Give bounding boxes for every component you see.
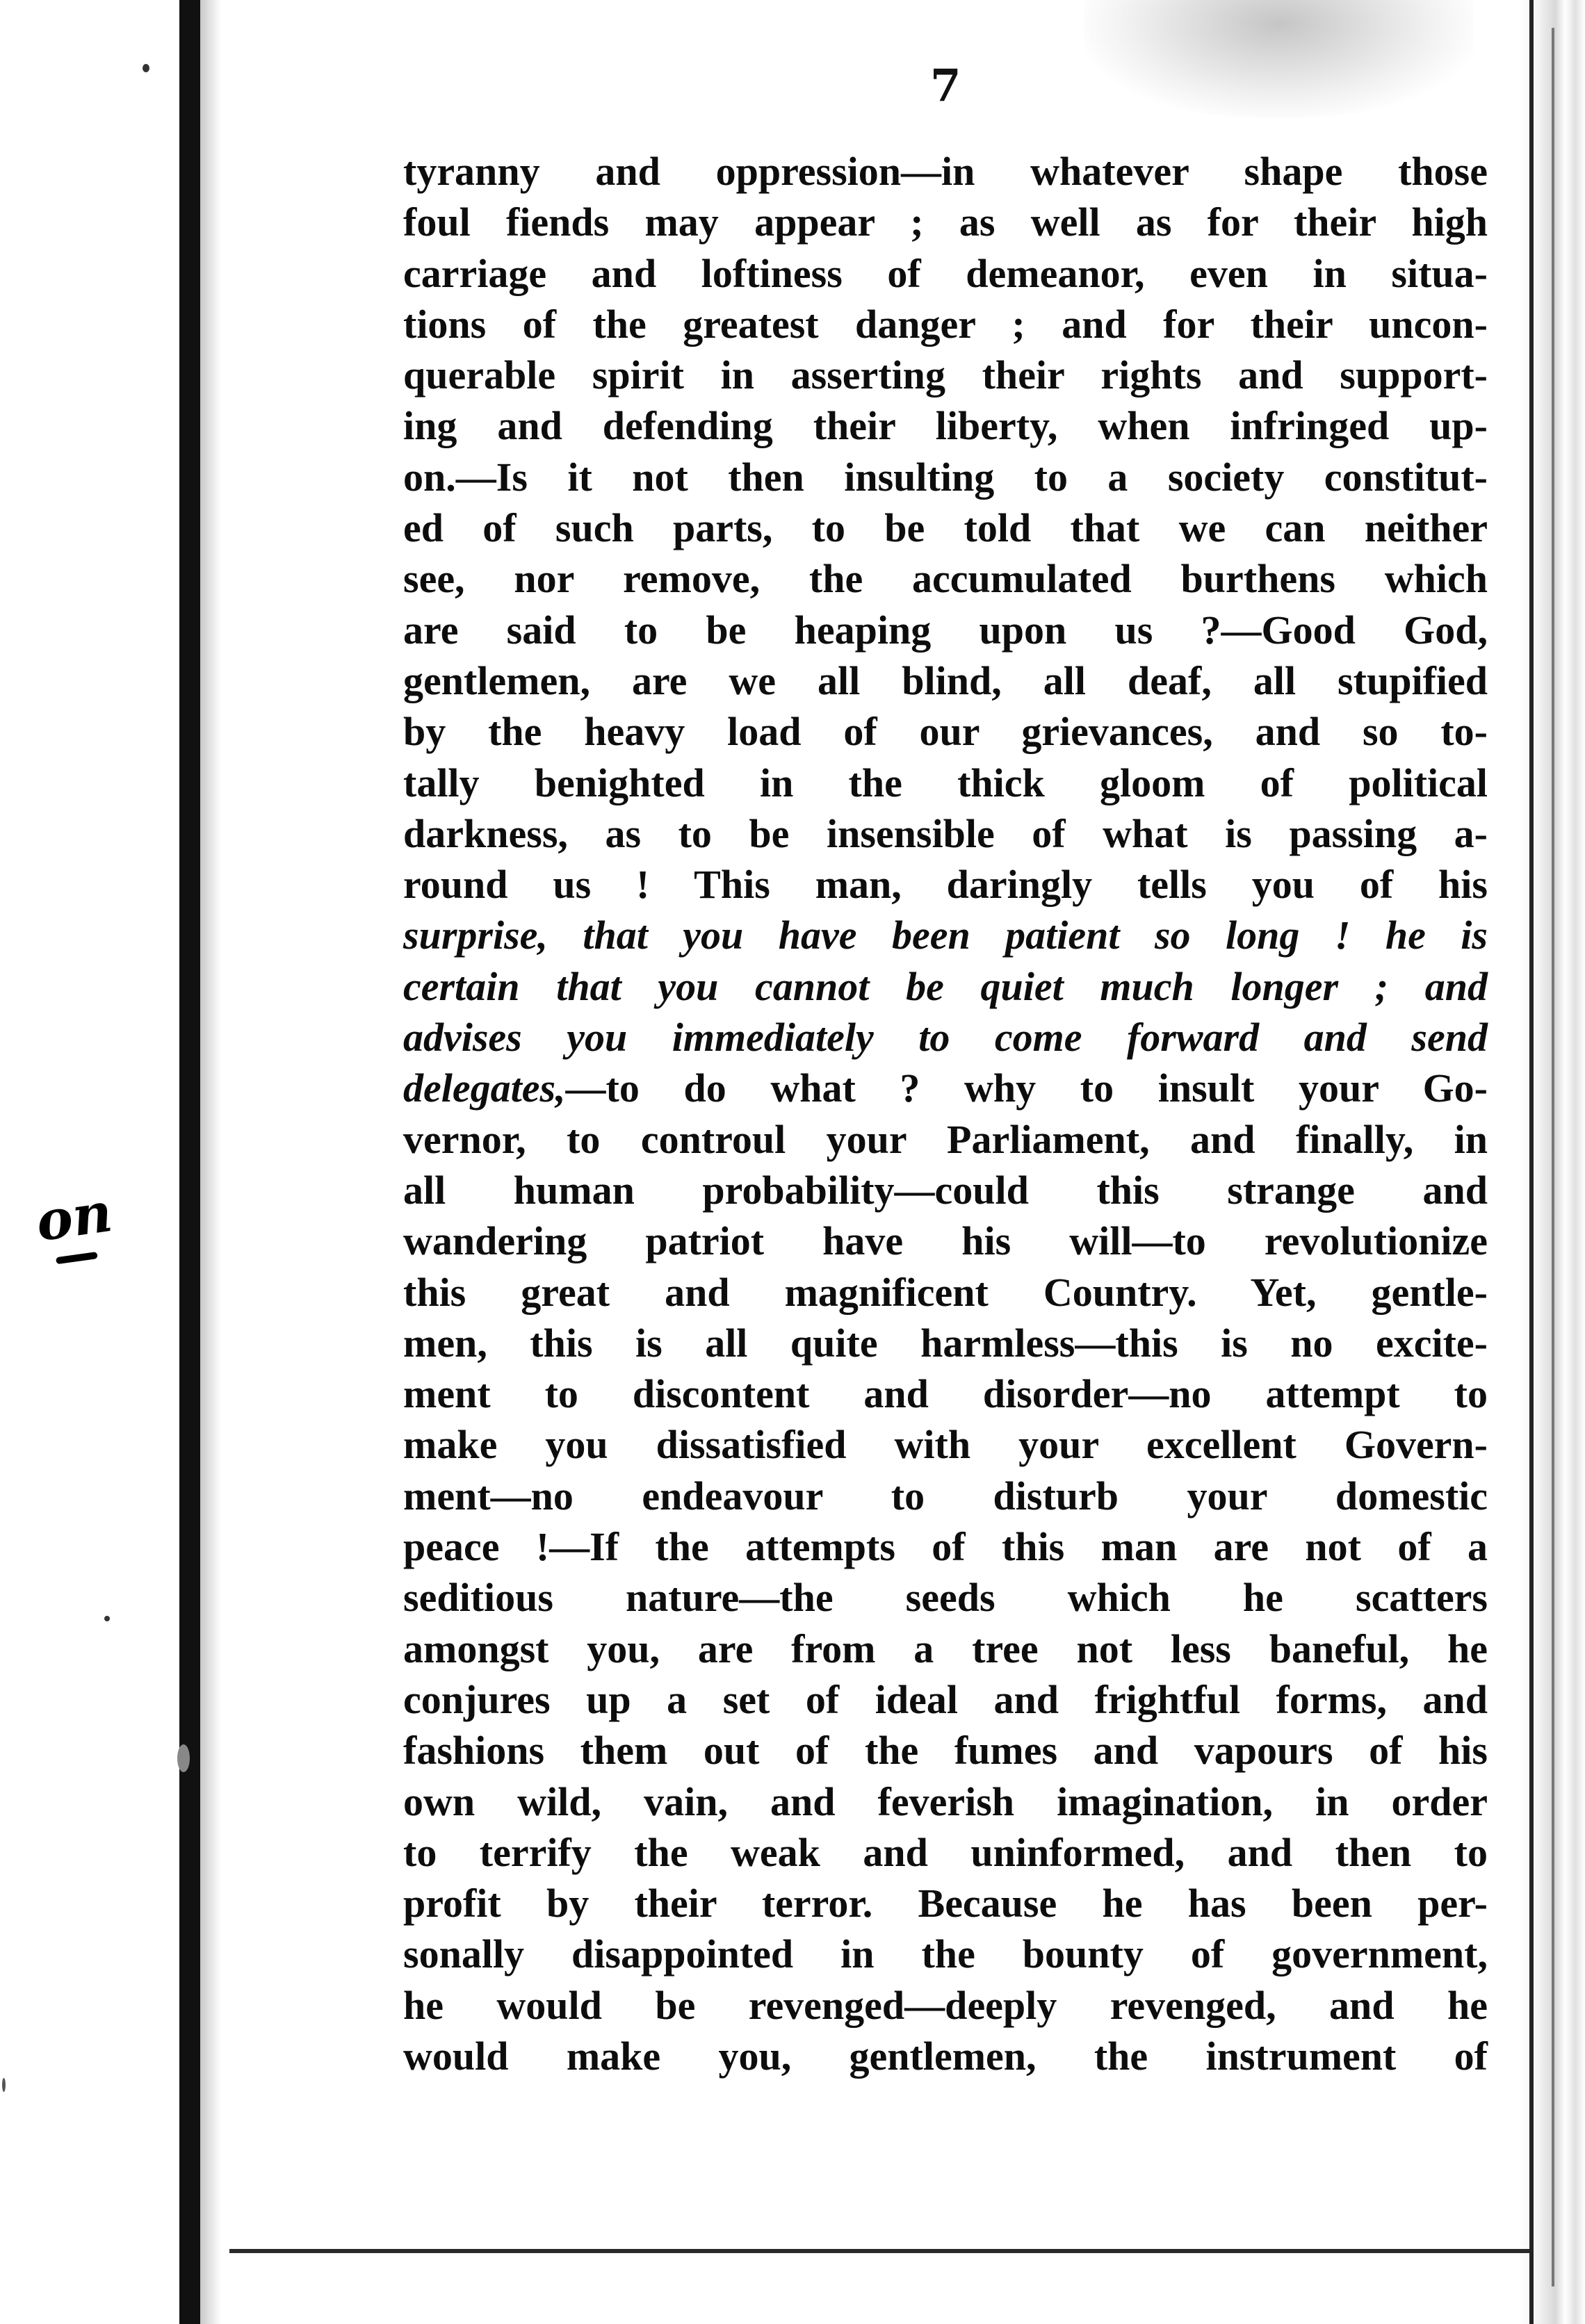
text-line — [403, 961, 1488, 1012]
text-line — [403, 553, 1488, 604]
text-line — [403, 758, 1488, 808]
text-line-roman-part: —to do what ? why to insult your Go- — [565, 1065, 1488, 1111]
page-bottom-border — [229, 2249, 1529, 2253]
text-line-content: amongst you, are from a tree not less baneful, he — [403, 1626, 1488, 1671]
text-line-content: tyranny and oppression—in whatever shape those — [403, 149, 1488, 194]
page-number: 7 — [930, 60, 961, 112]
text-line — [403, 910, 1488, 960]
ink-speck — [2, 2078, 6, 2092]
text-line — [403, 1063, 1488, 1113]
book-gutter — [179, 0, 200, 2324]
text-line — [403, 1165, 1488, 1216]
text-line — [403, 808, 1488, 859]
text-line — [403, 605, 1488, 655]
previous-leaf-margin — [0, 0, 181, 2324]
text-line-content: tions of the greatest danger ; and for their uncon- — [403, 301, 1488, 347]
text-line-content: on.—Is it not then insulting to a society constitut- — [403, 454, 1488, 500]
text-line — [403, 1776, 1488, 1827]
text-line-content: this great and magnificent Country. Yet, gentle- — [403, 1269, 1488, 1315]
text-line — [403, 452, 1488, 502]
text-line-content: round us ! This man, daringly tells you of his — [403, 862, 1488, 908]
text-line — [403, 146, 1488, 197]
text-line — [403, 1114, 1488, 1165]
text-line-italic-part: delegates, — [403, 1065, 566, 1111]
text-line-content: ment—no endeavour to disturb your domestic — [403, 1473, 1488, 1519]
text-line-content: gentlemen, are we all blind, all deaf, all stupified — [403, 657, 1488, 703]
text-line-content: wandering patriot have his will—to revolutionize — [403, 1218, 1488, 1264]
text-line-content: to terrify the weak and uninformed, and then to — [403, 1829, 1488, 1875]
text-line — [403, 1521, 1488, 1572]
text-line — [403, 2031, 1488, 2081]
margin-annotation-text: on — [32, 1180, 116, 1254]
text-line — [403, 1827, 1488, 1878]
text-line-content: sonally disappointed in the bounty of government, — [403, 1931, 1488, 1977]
text-line-content: men, this is all quite harmless—this is no excite- — [403, 1320, 1488, 1366]
text-line — [403, 1929, 1488, 1979]
text-line — [403, 1318, 1488, 1368]
text-line — [403, 400, 1488, 451]
text-line — [403, 1419, 1488, 1470]
text-line-content: fashions them out of the fumes and vapours of his — [403, 1728, 1488, 1774]
text-line-content: are said to be heaping upon us ?—Good God, — [403, 607, 1488, 653]
text-line — [403, 350, 1488, 400]
text-line — [403, 1267, 1488, 1318]
text-line-content: surprise, that you have been patient so long ! he is — [403, 913, 1488, 958]
text-line-content: ing and defending their liberty, when infringed up- — [403, 403, 1488, 449]
text-line-content: all human probability—could this strange and — [403, 1167, 1488, 1213]
text-line-content: peace !—If the attempts of this man are not of a — [403, 1524, 1488, 1570]
text-line — [403, 197, 1488, 247]
text-line-content: advises you immediately to come forward and send — [403, 1015, 1488, 1061]
ink-speck — [143, 64, 149, 72]
text-line — [403, 1725, 1488, 1776]
text-line-content: querable spirit in asserting their rights and support- — [403, 352, 1488, 398]
text-line — [403, 655, 1488, 706]
margin-annotation — [33, 1181, 147, 1279]
page-edge-line — [1529, 0, 1534, 2324]
gutter-shadow — [200, 0, 221, 2324]
text-line-content: he would be revenged—deeply revenged, and he — [403, 1982, 1488, 2028]
text-line — [403, 248, 1488, 299]
text-line — [403, 1368, 1488, 1419]
text-line — [403, 1572, 1488, 1623]
text-line — [403, 1674, 1488, 1725]
text-line — [403, 1471, 1488, 1521]
text-line-content: certain that you cannot be quiet much longer ; and — [403, 963, 1488, 1009]
text-line-content: own wild, vain, and feverish imagination, in order — [403, 1778, 1488, 1824]
text-line-content: carriage and loftiness of demeanor, even in situa- — [403, 250, 1488, 296]
text-line-content: ment to discontent and disorder—no attempt to — [403, 1371, 1488, 1417]
text-line — [403, 859, 1488, 910]
water-stain — [1084, 0, 1474, 118]
text-line — [403, 1216, 1488, 1266]
text-line-content: ed of such parts, to be told that we can neither — [403, 505, 1488, 551]
text-line-content: profit by their terror. Because he has been per- — [403, 1881, 1488, 1926]
text-line-content: tally benighted in the thick gloom of political — [403, 760, 1488, 805]
text-line-content: darkness, as to be insensible of what is passing a- — [403, 810, 1488, 856]
text-line-content: would make you, gentlemen, the instrument of — [403, 2033, 1488, 2079]
margin-annotation-underline — [56, 1252, 98, 1264]
text-line — [403, 1623, 1488, 1674]
text-line-content: by the heavy load of our grievances, and so to- — [403, 709, 1488, 755]
page-edge-line-inner — [1552, 28, 1554, 2286]
text-line — [403, 502, 1488, 553]
ink-speck — [177, 1744, 190, 1772]
text-line-content: seditious nature—the seeds which he scatters — [403, 1575, 1488, 1621]
text-line — [403, 706, 1488, 757]
text-line-content: make you dissatisfied with your excellent Govern- — [403, 1422, 1488, 1468]
text-line — [403, 299, 1488, 350]
text-line — [403, 1878, 1488, 1929]
text-line-content: vernor, to controul your Parliament, and finally, in — [403, 1116, 1488, 1162]
text-line-content: foul fiends may appear ; as well as for their high — [403, 199, 1488, 245]
text-line — [403, 1980, 1488, 2031]
text-line — [403, 1012, 1488, 1063]
ink-speck — [104, 1616, 110, 1621]
text-line-content: see, nor remove, the accumulated burthens which — [403, 556, 1488, 602]
text-line-content: conjures up a set of ideal and frightful forms, and — [403, 1676, 1488, 1722]
body-text — [403, 146, 1488, 2081]
